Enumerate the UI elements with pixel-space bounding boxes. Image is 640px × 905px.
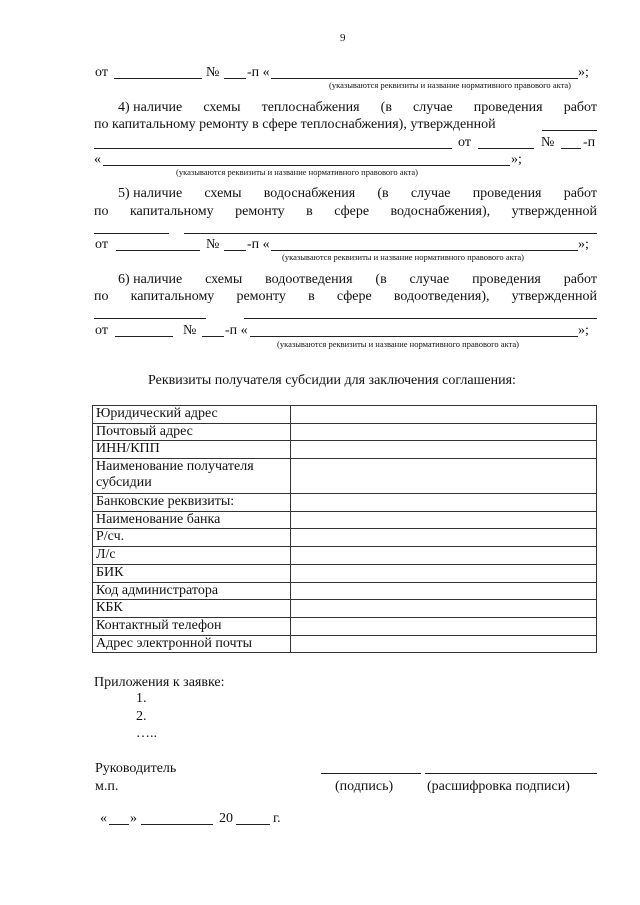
- item4-number-sign: №: [541, 135, 555, 150]
- item4-approver-field-b[interactable]: [94, 148, 452, 149]
- item6-word: по: [94, 289, 109, 304]
- row-value-cell[interactable]: [291, 423, 597, 441]
- item5-word: (в: [377, 186, 389, 201]
- stamp-label: м.п.: [95, 779, 119, 794]
- row-value-cell[interactable]: [291, 582, 597, 600]
- item6-p-label: -п «: [225, 323, 248, 338]
- item6-word: в: [308, 289, 315, 304]
- item4-ot-label: от: [458, 135, 471, 150]
- item4-word: 4) наличие: [118, 100, 183, 115]
- item5-ot-label: от: [95, 237, 108, 252]
- item5-word: утвержденной: [511, 204, 597, 219]
- item6-line1: [118, 273, 597, 287]
- item6-word: утвержденной: [511, 289, 597, 304]
- item6-word: проведения: [472, 272, 541, 287]
- page-number: 9: [340, 32, 346, 44]
- attachments-title: Приложения к заявке:: [94, 675, 225, 690]
- requisites-title: Реквизиты получателя субсидии для заключения соглашения:: [148, 373, 516, 388]
- top-ot-label: от: [95, 65, 108, 80]
- signature-decode-field[interactable]: [425, 773, 597, 774]
- signature-decode-caption: (расшифровка подписи): [427, 779, 570, 794]
- row-value-cell[interactable]: [291, 441, 597, 459]
- signature-field[interactable]: [321, 773, 421, 774]
- date-month-field[interactable]: [141, 824, 213, 825]
- item4-close-quote: »;: [511, 152, 522, 167]
- row-value-cell[interactable]: [291, 406, 597, 424]
- item5-word: ремонту: [235, 204, 285, 219]
- item6-date-field[interactable]: [115, 336, 173, 337]
- item6-line2: [94, 290, 597, 304]
- date-day-field[interactable]: [109, 824, 129, 825]
- table-row: [93, 406, 597, 424]
- item4-approver-field-a[interactable]: [542, 130, 597, 131]
- attachment-item: 2.: [136, 709, 147, 724]
- table-row: [93, 635, 597, 653]
- item6-word: (в: [375, 272, 387, 287]
- item5-line1: [118, 187, 597, 201]
- table-row: [93, 600, 597, 618]
- item5-word: водоснабжения),: [390, 204, 491, 219]
- date-year-prefix: 20: [219, 811, 233, 826]
- item6-word: водоотведения),: [393, 289, 490, 304]
- table-row: [93, 547, 597, 565]
- item4-line2: по капитальному ремонту в сфере теплоснабжения), утвержденной: [94, 117, 496, 132]
- attachment-item: …..: [136, 726, 157, 741]
- item5-number-sign: №: [206, 237, 220, 252]
- row-label: ИНН/КПП: [93, 441, 291, 459]
- row-value-cell[interactable]: [291, 564, 597, 582]
- table-row: [93, 529, 597, 547]
- item5-approver-field-a[interactable]: [94, 233, 169, 234]
- signature-head-label: Руководитель: [95, 761, 177, 776]
- item5-line2: [94, 205, 597, 219]
- row-label: КБК: [93, 600, 291, 618]
- row-label: Наименование банка: [93, 511, 291, 529]
- item4-word: работ: [563, 100, 597, 115]
- date-year-field[interactable]: [236, 824, 270, 825]
- date-close-quote: »: [130, 811, 137, 826]
- item6-word: работ: [563, 272, 597, 287]
- item5-word: схемы: [204, 186, 242, 201]
- item6-word: случае: [409, 272, 450, 287]
- row-value-cell[interactable]: [291, 511, 597, 529]
- row-value-cell[interactable]: [291, 459, 597, 494]
- item6-number-sign: №: [183, 323, 197, 338]
- item5-number-field[interactable]: [224, 250, 246, 251]
- item6-word: 6) наличие: [118, 272, 183, 287]
- item5-word: проведения: [472, 186, 542, 201]
- row-label: Юридический адрес: [93, 406, 291, 424]
- item6-number-field[interactable]: [202, 336, 224, 337]
- top-number-field[interactable]: [224, 78, 246, 79]
- table-row: [93, 441, 597, 459]
- item6-close-quote: »;: [578, 323, 589, 338]
- item5-word: водоснабжения: [263, 186, 356, 201]
- item5-approver-field-b[interactable]: [184, 233, 597, 234]
- item4-word: (в: [380, 100, 392, 115]
- item4-word: схемы: [203, 100, 241, 115]
- table-row: [93, 459, 597, 494]
- item4-field-note: (указываются реквизиты и название нормативного правового акта): [176, 167, 419, 177]
- item4-line1: [118, 101, 597, 115]
- table-row: [93, 511, 597, 529]
- item6-approver-field-b[interactable]: [244, 318, 597, 319]
- item5-word: случае: [410, 186, 451, 201]
- row-label: Почтовый адрес: [93, 423, 291, 441]
- item6-word: сфере: [336, 289, 372, 304]
- row-value-cell[interactable]: [291, 635, 597, 653]
- row-label: Л/с: [93, 547, 291, 565]
- item6-ot-label: от: [95, 323, 108, 338]
- table-row: [93, 564, 597, 582]
- item5-act-name-field[interactable]: [271, 250, 578, 251]
- item4-word: случае: [413, 100, 453, 115]
- table-row: [93, 494, 597, 512]
- item5-p-label: -п «: [247, 237, 270, 252]
- item4-act-name-field[interactable]: [103, 165, 510, 166]
- item6-act-name-field[interactable]: [250, 336, 578, 337]
- row-label: Код администратора: [93, 582, 291, 600]
- item4-number-field[interactable]: [561, 148, 581, 149]
- attachment-item: 1.: [136, 691, 147, 706]
- date-open-quote: «: [100, 811, 107, 826]
- item5-word: сфере: [334, 204, 370, 219]
- row-label: Адрес электронной почты: [93, 635, 291, 653]
- item5-date-field[interactable]: [116, 250, 200, 251]
- item5-close-quote: »;: [578, 237, 589, 252]
- item4-date-field[interactable]: [478, 148, 534, 149]
- row-value-cell[interactable]: [291, 617, 597, 635]
- top-date-field[interactable]: [114, 78, 202, 79]
- row-label: Наименование получателя субсидии: [93, 459, 291, 494]
- date-year-suffix: г.: [273, 811, 281, 826]
- row-value-cell[interactable]: [291, 547, 597, 565]
- item4-word: теплоснабжения: [261, 100, 360, 115]
- row-value-cell[interactable]: [291, 600, 597, 618]
- top-act-name-field[interactable]: [271, 78, 578, 79]
- item4-open-quote: «: [94, 152, 101, 167]
- item4-p-label: -п: [583, 135, 596, 150]
- row-label: БИК: [93, 564, 291, 582]
- requisites-table: [92, 405, 597, 653]
- table-row: [93, 423, 597, 441]
- top-p-label: -п «: [247, 65, 270, 80]
- row-label: Банковские реквизиты:: [93, 494, 291, 512]
- top-number-sign: №: [206, 65, 220, 80]
- row-value-cell[interactable]: [291, 494, 597, 512]
- item5-field-note: (указываются реквизиты и название нормативного правового акта): [282, 252, 525, 262]
- item5-word: по: [94, 204, 109, 219]
- item5-word: капитальному: [129, 204, 214, 219]
- item4-word: проведения: [473, 100, 543, 115]
- item5-word: 5) наличие: [118, 186, 183, 201]
- top-close-quote: »;: [578, 65, 589, 80]
- item6-word: капитальному: [130, 289, 215, 304]
- signature-caption: (подпись): [335, 779, 394, 794]
- item6-approver-field-a[interactable]: [94, 318, 206, 319]
- row-label: Контактный телефон: [93, 617, 291, 635]
- item6-field-note: (указываются реквизиты и название нормативного правового акта): [277, 339, 520, 349]
- top-field-note: (указываются реквизиты и название нормативного правового акта): [329, 80, 572, 90]
- row-value-cell[interactable]: [291, 529, 597, 547]
- item5-word: работ: [563, 186, 597, 201]
- table-row: [93, 617, 597, 635]
- table-row: [93, 582, 597, 600]
- item6-word: водоотведения: [265, 272, 353, 287]
- item6-word: схемы: [205, 272, 243, 287]
- item6-word: ремонту: [236, 289, 286, 304]
- row-label: Р/сч.: [93, 529, 291, 547]
- item5-word: в: [306, 204, 313, 219]
